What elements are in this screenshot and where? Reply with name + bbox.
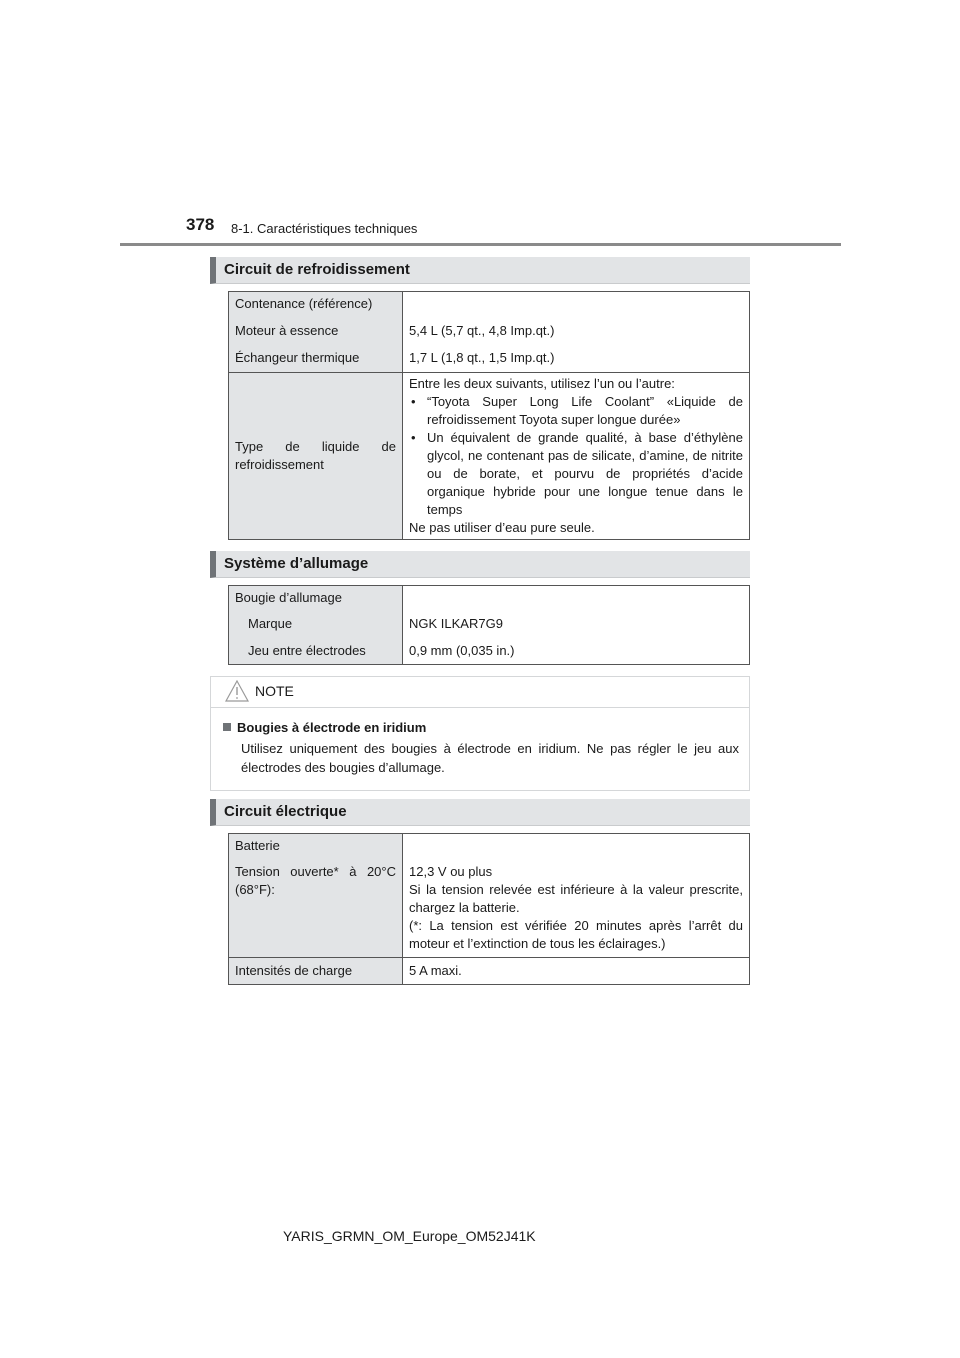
spark-plug-label: Bougie d’allumage	[235, 590, 342, 605]
heat-exchanger-value: 1,7 L (1,8 qt., 1,5 Imp.qt.)	[409, 350, 555, 365]
cooling-heading	[210, 257, 750, 284]
capacity-value-cell	[403, 292, 750, 373]
coolant-type-label: Type de liquide de refroidissement	[235, 439, 396, 472]
note-header	[211, 677, 749, 708]
electrical-table	[228, 833, 750, 985]
brand-value: NGK ILKAR7G9	[409, 616, 503, 631]
battery-label: Batterie	[235, 838, 280, 853]
gap-label: Jeu entre électrodes	[248, 643, 366, 658]
footer-doc-code: YARIS_GRMN_OM_Europe_OM52J41K	[283, 1228, 536, 1244]
note-box	[210, 676, 750, 791]
coolant-bullet: • “Toyota Super Long Life Coolant” «Liquide de refroidissement Toyota super longue durée»	[409, 393, 743, 429]
charge-label-cell	[229, 958, 403, 985]
table-row	[229, 586, 750, 665]
voltage-note: (*: La tension est vérifiée 20 minutes après l’arrêt du moteur et l’extinction de tous les éclairages.)	[409, 918, 743, 951]
header-rule	[120, 243, 841, 246]
coolant-type-value-cell	[403, 373, 750, 540]
electrical-heading	[210, 799, 750, 826]
cooling-table	[228, 291, 750, 540]
section-path: 8-1. Caractéristiques techniques	[231, 221, 418, 236]
coolant-type-label-cell	[229, 373, 403, 540]
capacity-label-cell	[229, 292, 403, 373]
page-number: 378	[186, 215, 215, 234]
capacity-label: Contenance (référence)	[235, 296, 373, 311]
engine-value: 5,4 L (5,7 qt., 4,8 Imp.qt.)	[409, 323, 555, 338]
charge-value: 5 A maxi.	[409, 963, 462, 978]
warning-triangle-icon	[225, 680, 249, 702]
ignition-heading	[210, 551, 750, 578]
coolant-bullet: • Un équivalent de grande qualité, à base d’éthylène glycol, ne contenant pas de silicate, d’amine, de nitrite ou de borate, et pourvu de propriétés d’acide organique hybride pour une longue tenue dans le temps	[409, 429, 743, 519]
battery-value-cell	[403, 834, 750, 958]
charge-label: Intensités de charge	[235, 963, 353, 978]
note-subheading	[223, 720, 426, 735]
electrical-heading-text: Circuit électrique	[224, 803, 347, 820]
ignition-heading-text: Système d’allumage	[224, 555, 369, 572]
charge-value-cell	[403, 958, 750, 985]
voltage-hint: Si la tension relevée est inférieure à la valeur prescrite, chargez la batterie.	[409, 882, 743, 915]
cooling-heading-text: Circuit de refroidissement	[224, 261, 410, 278]
square-bullet-icon	[223, 723, 231, 731]
battery-label-cell	[229, 834, 403, 958]
table-row	[229, 834, 750, 958]
ignition-table	[228, 585, 750, 665]
gap-value: 0,9 mm (0,035 in.)	[409, 643, 515, 658]
heat-exchanger-label: Échangeur thermique	[235, 350, 360, 365]
note-label: NOTE	[255, 683, 294, 699]
spark-plug-label-cell	[229, 586, 403, 665]
note-text: Utilisez uniquement des bougies à électrode en iridium. Ne pas régler le jeu aux électrodes des bougies d’allumage.	[241, 741, 739, 775]
table-row	[229, 373, 750, 540]
voltage-label: Tension ouverte* à 20°C (68°F):	[235, 864, 396, 897]
brand-label: Marque	[248, 616, 293, 631]
engine-label: Moteur à essence	[235, 323, 339, 338]
spark-plug-value-cell	[403, 586, 750, 665]
table-row	[229, 958, 750, 985]
coolant-outro: Ne pas utiliser d’eau pure seule.	[409, 520, 595, 535]
coolant-intro: Entre les deux suivants, utilisez l’un ou l’autre:	[409, 376, 675, 391]
note-subheading-text: Bougies à électrode en iridium	[237, 720, 427, 735]
voltage-value: 12,3 V ou plus	[409, 864, 493, 879]
table-row	[229, 292, 750, 373]
